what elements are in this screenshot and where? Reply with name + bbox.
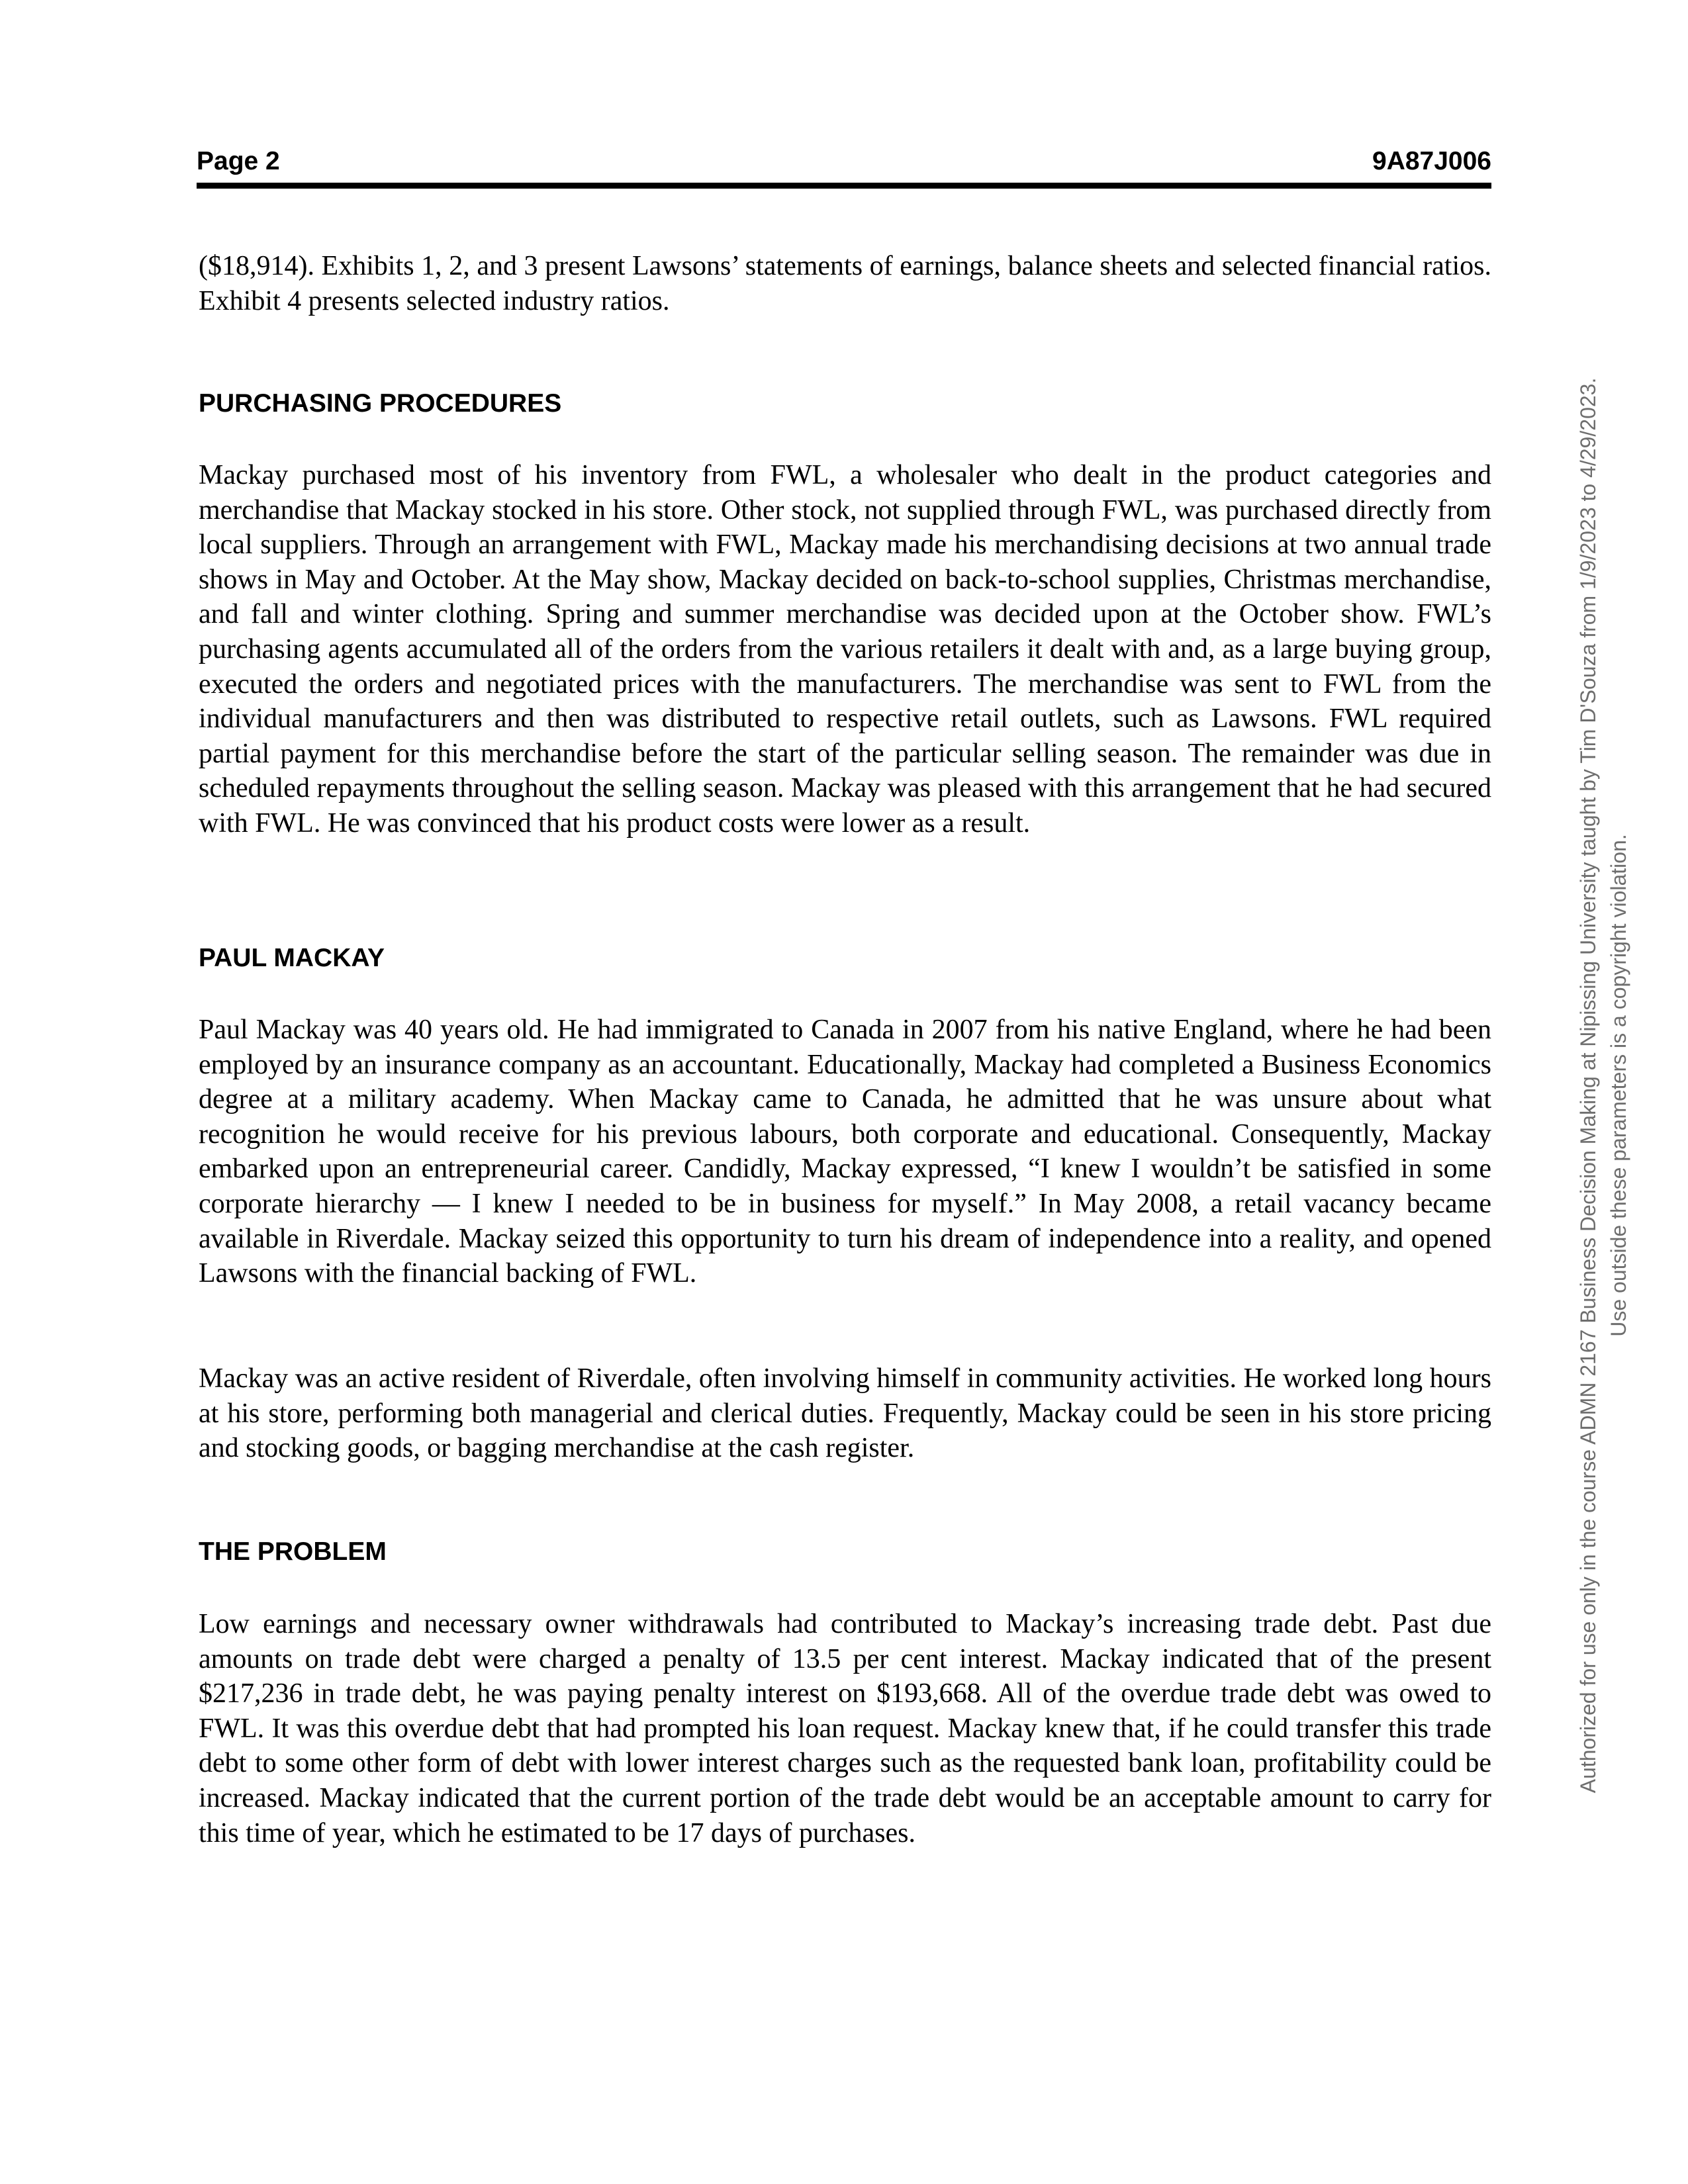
watermark-line-2: Use outside these parameters is a copyright violation. xyxy=(1607,834,1630,1337)
section-heading-the-problem: THE PROBLEM xyxy=(199,1537,387,1566)
watermark-line-1: Authorized for use only in the course ADMN 2167 Business Decision Making at Nipissing University taught by Tim D'Souza from 1/9/2023 to 4/29/2023. xyxy=(1576,377,1600,1794)
section-heading-paul-mackay: PAUL MACKAY xyxy=(199,944,385,972)
copyright-watermark xyxy=(1573,324,1634,1846)
header-rule xyxy=(197,183,1491,189)
page-number: Page 2 xyxy=(197,147,280,175)
paul-mackay-paragraph-2: Mackay was an active resident of Riverdale, often involving himself in community activities. He worked long hours at his store, performing both managerial and clerical duties. Frequently, Mackay could be seen in his store pricing and stocking goods, or bagging merchandise at the cash register. xyxy=(199,1363,1491,1464)
problem-paragraph: Low earnings and necessary owner withdrawals had contributed to Mackay’s increasing trade debt. Past due amounts on trade debt were charged a penalty of 13.5 per cent interest. Mackay indicated that of the present $217,236 in trade debt, he was paying penalty interest on $193,668. All of the overdue trade debt was owed to FWL. It was this overdue debt that had prompted his loan request. Mackay knew that, if he could transfer this trade debt to some other form of debt with lower interest charges such as the requested bank loan, profitability could be increased. Mackay indicated that the current portion of the trade debt would be an acceptable amount to carry for this time of year, which he estimated to be 17 days of purchases. xyxy=(199,1609,1491,1848)
document-code: 9A87J006 xyxy=(1372,147,1491,175)
purchasing-paragraph: Mackay purchased most of his inventory from FWL, a wholesaler who dealt in the product categories and merchandise that Mackay stocked in his store. Other stock, not supplied through FWL, was purchased directly from local suppliers. Through an arrangement with FWL, Mackay made his merchandising decisions at two annual trade shows in May and October. At the May show, Mackay decided on back-to-school supplies, Christmas merchandise, and fall and winter clothing. Spring and summer merchandise was decided upon at the October show. FWL’s purchasing agents accumulated all of the orders from the various retailers it dealt with and, as a large buying group, executed the orders and negotiated prices with the manufacturers. The merchandise was sent to FWL from the individual manufacturers and then was distributed to respective retail outlets, such as Lawsons. FWL required partial payment for this merchandise before the start of the particular selling season. The remainder was due in scheduled repayments throughout the selling season. Mackay was pleased with this arrangement that he had secured with FWL. He was convinced that his product costs were lower as a result. xyxy=(199,460,1491,839)
page-header xyxy=(197,147,1491,187)
paul-mackay-paragraph-1: Paul Mackay was 40 years old. He had immigrated to Canada in 2007 from his native England, where he had been employed by an insurance company as an accountant. Educationally, Mackay had completed a Business Economics degree at a military academy. When Mackay came to Canada, he admitted that he was unsure about what recognition he would receive for his previous labours, both corporate and educational. Consequently, Mackay embarked upon an entrepreneurial career. Candidly, Mackay expressed, “I knew I wouldn’t be satisfied in some corporate hierarchy — I knew I needed to be in business for myself.” In May 2008, a retail vacancy became available in Riverdale. Mackay seized this opportunity to turn his dream of independence into a reality, and opened Lawsons with the financial backing of FWL. xyxy=(199,1015,1491,1289)
section-heading-purchasing: PURCHASING PROCEDURES xyxy=(199,389,562,418)
intro-paragraph: ($18,914). Exhibits 1, 2, and 3 present Lawsons’ statements of earnings, balance sheets and selected financial ratios. Exhibit 4 presents selected industry ratios. xyxy=(199,251,1491,316)
